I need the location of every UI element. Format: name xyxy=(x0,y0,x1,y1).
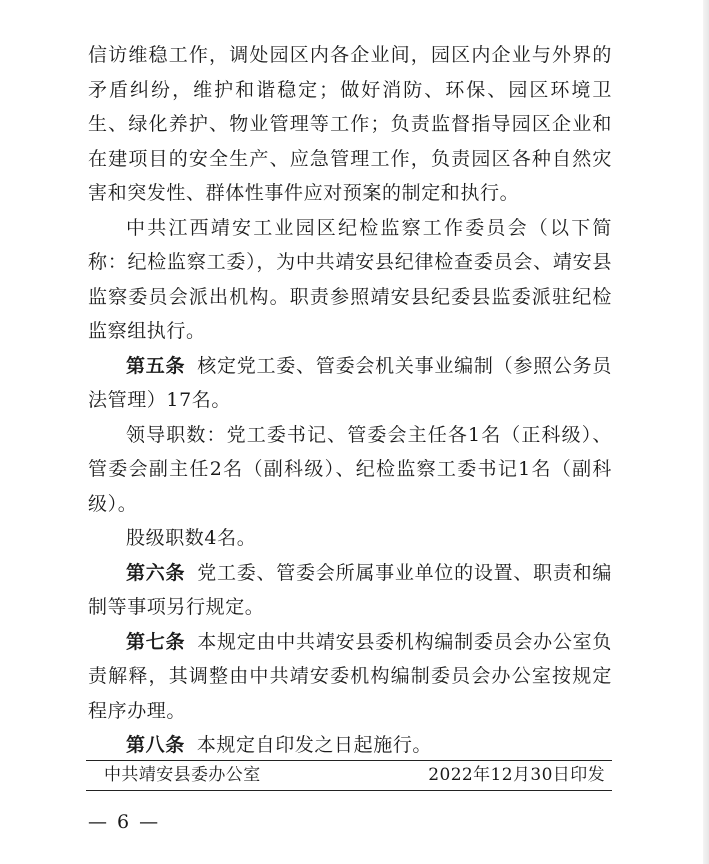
paragraph-text: 信访维稳工作，调处园区内各企业间，园区内企业与外界的矛盾纠纷，维护和谐稳定；做好消防、环保、园区环境卫生、绿化养护、物业管理等工作；负责监督指导园区企业和在建项目的安全生产、应急管理工作，负责园区各种自然灾害和突发性、群体性事件应对预案的制定和执行。 xyxy=(88,44,612,204)
paragraph-text: 中共江西靖安工业园区纪检监察工作委员会（以下简称：纪检监察工委），为中共靖安县纪律检查委员会、靖安县监察委员会派出机构。职责参照靖安县纪委县监委派驻纪检监察组执行。 xyxy=(88,216,612,342)
page-number: — 6 — xyxy=(88,811,161,833)
article-6 xyxy=(88,556,612,625)
footer-issuer: 中共靖安县委办公室 xyxy=(104,765,261,785)
paragraph-text: 核定党工委、管委会机关事业编制（参照公务员法管理）17名。 xyxy=(88,354,612,411)
paragraph-discipline-committee xyxy=(88,211,612,349)
paragraph-text: 本规定自印发之日起施行。 xyxy=(196,734,433,756)
paragraph-text: 党工委、管委会所属事业单位的设置、职责和编制等事项另行规定。 xyxy=(88,561,612,618)
paragraph-text: 领导职数：党工委书记、管委会主任各1名（正科级）、管委会副主任2名（副科级）、纪检监察工委书记1名（副科级）。 xyxy=(88,423,612,515)
page-edge-shadow xyxy=(703,0,709,864)
article-7 xyxy=(88,625,612,729)
paragraph-text: 股级职数4名。 xyxy=(126,527,257,549)
article-label: 第七条 xyxy=(126,630,186,653)
article-8 xyxy=(88,728,612,763)
article-label: 第八条 xyxy=(126,734,185,756)
footer-issue-date: 2022年12月30日印发 xyxy=(428,765,605,785)
footer-top-rule xyxy=(86,760,612,761)
document-body xyxy=(88,38,612,763)
article-5 xyxy=(88,349,612,418)
paragraph-text: 本规定由中共靖安县委机构编制委员会办公室负责解释，其调整由中共靖安委机构编制委员会办公室按规定程序办理。 xyxy=(88,630,612,722)
article-label: 第六条 xyxy=(126,561,186,584)
footer-bottom-rule xyxy=(86,790,612,791)
paragraph-duties-continued xyxy=(88,38,612,211)
article-label: 第五条 xyxy=(126,354,186,377)
paragraph-leadership-positions xyxy=(88,418,612,522)
paragraph-section-positions xyxy=(88,521,612,556)
